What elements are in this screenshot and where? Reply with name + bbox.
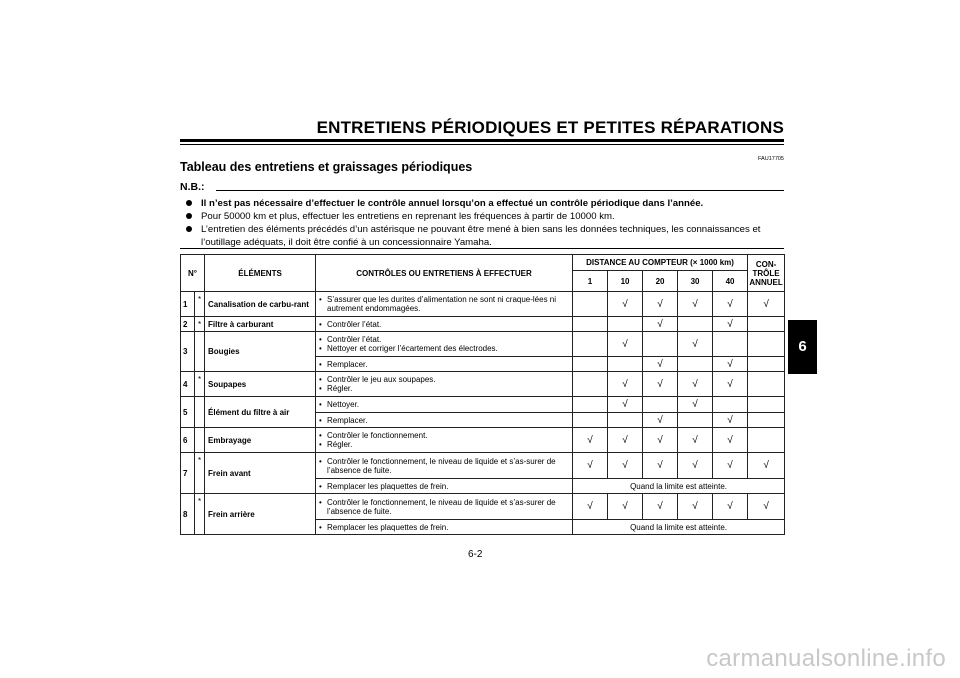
element-name: Frein arrière bbox=[205, 494, 316, 535]
header-km-20: 20 bbox=[643, 271, 678, 292]
check-item: • Remplacer les plaquettes de frein. bbox=[319, 482, 569, 491]
check-item: • Nettoyer et corriger l’écartement des électrodes. bbox=[319, 344, 569, 353]
element-name: Bougies bbox=[205, 332, 316, 372]
check-item: • Remplacer. bbox=[319, 360, 569, 369]
mark-km-10 bbox=[608, 317, 643, 332]
check-item: • Contrôler le jeu aux soupapes. bbox=[319, 375, 569, 384]
item-number: 5 bbox=[181, 397, 195, 428]
mark-km-40: √ bbox=[713, 292, 748, 317]
nb-notes bbox=[184, 197, 784, 249]
bullet-icon bbox=[186, 226, 192, 232]
mark-km-40: √ bbox=[713, 317, 748, 332]
mark-annual bbox=[748, 428, 785, 453]
mark-km-20: √ bbox=[643, 494, 678, 520]
note-text: Pour 50000 km et plus, effectuer les entretiens en reprenant les fréquences à partir de 10000 km. bbox=[201, 211, 615, 222]
mark-km-10: √ bbox=[608, 332, 643, 357]
mark-annual: √ bbox=[748, 453, 785, 479]
mark-km-10: √ bbox=[608, 292, 643, 317]
mark-km-20: √ bbox=[643, 413, 678, 428]
asterisk bbox=[195, 428, 205, 453]
header-km-40: 40 bbox=[713, 271, 748, 292]
mark-annual bbox=[748, 397, 785, 413]
mark-km-20: √ bbox=[643, 357, 678, 372]
table-row bbox=[181, 397, 785, 413]
check-item: • Contrôler le fonctionnement, le niveau de liquide et s’as-surer de l’absence de fuite. bbox=[319, 498, 569, 516]
table-top-rule bbox=[180, 248, 784, 249]
check-cell bbox=[316, 453, 573, 479]
mark-km-40: √ bbox=[713, 453, 748, 479]
table-row bbox=[181, 317, 785, 332]
mark-km-30 bbox=[678, 317, 713, 332]
header-rule-thick bbox=[180, 139, 784, 142]
nb-underline bbox=[216, 190, 784, 191]
header-km-30: 30 bbox=[678, 271, 713, 292]
maintenance-table bbox=[180, 254, 785, 535]
asterisk: * bbox=[195, 317, 205, 332]
check-item: • Régler. bbox=[319, 440, 569, 449]
check-item: • S’assurer que les durites d’alimentation ne sont ni craque-lées ni autrement endommagées. bbox=[319, 295, 569, 313]
item-number: 6 bbox=[181, 428, 195, 453]
mark-km-40: √ bbox=[713, 413, 748, 428]
check-item: • Remplacer les plaquettes de frein. bbox=[319, 523, 569, 532]
mark-km-10: √ bbox=[608, 397, 643, 413]
header-no: N° bbox=[181, 255, 205, 292]
mark-km-10: √ bbox=[608, 372, 643, 397]
mark-km-40: √ bbox=[713, 428, 748, 453]
watermark: carmanualsonline.info bbox=[706, 645, 946, 672]
mark-annual bbox=[748, 332, 785, 357]
mark-km-30: √ bbox=[678, 332, 713, 357]
asterisk: * bbox=[195, 292, 205, 317]
mark-km-30: √ bbox=[678, 372, 713, 397]
table-row bbox=[181, 332, 785, 357]
mark-km-30: √ bbox=[678, 428, 713, 453]
element-name: Embrayage bbox=[205, 428, 316, 453]
mark-km-40: √ bbox=[713, 357, 748, 372]
element-name: Canalisation de carbu-rant bbox=[205, 292, 316, 317]
mark-km-10 bbox=[608, 413, 643, 428]
mark-km-1 bbox=[573, 332, 608, 357]
nb-label: N.B.: bbox=[180, 181, 205, 193]
element-name: Soupapes bbox=[205, 372, 316, 397]
mark-annual bbox=[748, 372, 785, 397]
check-item: • Contrôler l’état. bbox=[319, 320, 569, 329]
mark-km-10: √ bbox=[608, 428, 643, 453]
interval-note: Quand la limite est atteinte. bbox=[573, 520, 785, 535]
check-cell bbox=[316, 413, 573, 428]
element-name: Frein avant bbox=[205, 453, 316, 494]
header-rule-thin bbox=[180, 144, 784, 145]
check-cell bbox=[316, 372, 573, 397]
mark-km-20 bbox=[643, 397, 678, 413]
check-cell bbox=[316, 397, 573, 413]
mark-km-1: √ bbox=[573, 494, 608, 520]
interval-note: Quand la limite est atteinte. bbox=[573, 479, 785, 494]
mark-km-20: √ bbox=[643, 428, 678, 453]
page-number: 6-2 bbox=[468, 549, 483, 560]
mark-km-10: √ bbox=[608, 494, 643, 520]
mark-annual bbox=[748, 413, 785, 428]
mark-km-40 bbox=[713, 332, 748, 357]
check-cell bbox=[316, 292, 573, 317]
nb-row bbox=[180, 181, 784, 193]
mark-km-30 bbox=[678, 413, 713, 428]
note-2 bbox=[184, 210, 784, 223]
chapter-tab: 6 bbox=[788, 320, 817, 374]
mark-km-1 bbox=[573, 292, 608, 317]
asterisk bbox=[195, 332, 205, 372]
asterisk bbox=[195, 397, 205, 428]
mark-annual bbox=[748, 357, 785, 372]
table-row bbox=[181, 428, 785, 453]
mark-km-1 bbox=[573, 372, 608, 397]
mark-km-40: √ bbox=[713, 494, 748, 520]
table-row bbox=[181, 453, 785, 479]
check-item: • Remplacer. bbox=[319, 416, 569, 425]
check-item: • Nettoyer. bbox=[319, 400, 569, 409]
check-cell bbox=[316, 479, 573, 494]
item-number: 2 bbox=[181, 317, 195, 332]
mark-km-1 bbox=[573, 397, 608, 413]
mark-km-30: √ bbox=[678, 494, 713, 520]
reference-code: FAU17705 bbox=[758, 156, 784, 162]
mark-km-20: √ bbox=[643, 453, 678, 479]
check-cell bbox=[316, 494, 573, 520]
mark-km-1 bbox=[573, 317, 608, 332]
mark-km-1: √ bbox=[573, 453, 608, 479]
mark-km-10 bbox=[608, 357, 643, 372]
bullet-icon bbox=[186, 213, 192, 219]
element-name: Élément du filtre à air bbox=[205, 397, 316, 428]
mark-km-30: √ bbox=[678, 453, 713, 479]
asterisk: * bbox=[195, 453, 205, 494]
header-km-10: 10 bbox=[608, 271, 643, 292]
item-number: 4 bbox=[181, 372, 195, 397]
mark-km-40: √ bbox=[713, 372, 748, 397]
check-cell bbox=[316, 332, 573, 357]
table-row bbox=[181, 372, 785, 397]
asterisk: * bbox=[195, 372, 205, 397]
header-distance: DISTANCE AU COMPTEUR (× 1000 km) bbox=[573, 255, 748, 271]
asterisk: * bbox=[195, 494, 205, 535]
section-title: Tableau des entretiens et graissages périodiques bbox=[180, 160, 473, 174]
mark-km-30: √ bbox=[678, 292, 713, 317]
check-item: • Contrôler l’état. bbox=[319, 335, 569, 344]
mark-km-20 bbox=[643, 332, 678, 357]
mark-annual bbox=[748, 317, 785, 332]
mark-km-1 bbox=[573, 413, 608, 428]
note-text: L’entretien des éléments précédés d’un astérisque ne pouvant être mené à bien sans les données techniques, les connaissances et l’outillage adéquats, il doit être confié à un concessionnaire Yamaha. bbox=[201, 224, 761, 248]
mark-km-40 bbox=[713, 397, 748, 413]
header-km-1: 1 bbox=[573, 271, 608, 292]
mark-km-1: √ bbox=[573, 428, 608, 453]
item-number: 1 bbox=[181, 292, 195, 317]
item-number: 8 bbox=[181, 494, 195, 535]
mark-km-30: √ bbox=[678, 397, 713, 413]
check-item: • Contrôler le fonctionnement. bbox=[319, 431, 569, 440]
mark-km-30 bbox=[678, 357, 713, 372]
mark-km-20: √ bbox=[643, 317, 678, 332]
mark-annual: √ bbox=[748, 494, 785, 520]
header-annual: CON-TRÔLE ANNUEL bbox=[748, 255, 785, 292]
mark-annual: √ bbox=[748, 292, 785, 317]
mark-km-10: √ bbox=[608, 453, 643, 479]
page-header-title: ENTRETIENS PÉRIODIQUES ET PETITES RÉPARATIONS bbox=[316, 118, 784, 137]
check-item: • Contrôler le fonctionnement, le niveau de liquide et s’as-surer de l’absence de fuite. bbox=[319, 457, 569, 475]
item-number: 7 bbox=[181, 453, 195, 494]
item-number: 3 bbox=[181, 332, 195, 372]
table-row bbox=[181, 494, 785, 520]
mark-km-20: √ bbox=[643, 292, 678, 317]
check-cell bbox=[316, 357, 573, 372]
header-elements: ÉLÉMENTS bbox=[205, 255, 316, 292]
table-row bbox=[181, 292, 785, 317]
bullet-icon bbox=[186, 200, 192, 206]
header-checks: CONTRÔLES OU ENTRETIENS À EFFECTUER bbox=[316, 255, 573, 292]
check-cell bbox=[316, 428, 573, 453]
check-item: • Régler. bbox=[319, 384, 569, 393]
note-1 bbox=[184, 197, 784, 210]
note-text: Il n’est pas nécessaire d’effectuer le contrôle annuel lorsqu’on a effectué un contrôle périodique dans l’année. bbox=[201, 198, 704, 209]
element-name: Filtre à carburant bbox=[205, 317, 316, 332]
check-cell bbox=[316, 317, 573, 332]
mark-km-20: √ bbox=[643, 372, 678, 397]
mark-km-1 bbox=[573, 357, 608, 372]
note-3 bbox=[184, 223, 784, 249]
check-cell bbox=[316, 520, 573, 535]
